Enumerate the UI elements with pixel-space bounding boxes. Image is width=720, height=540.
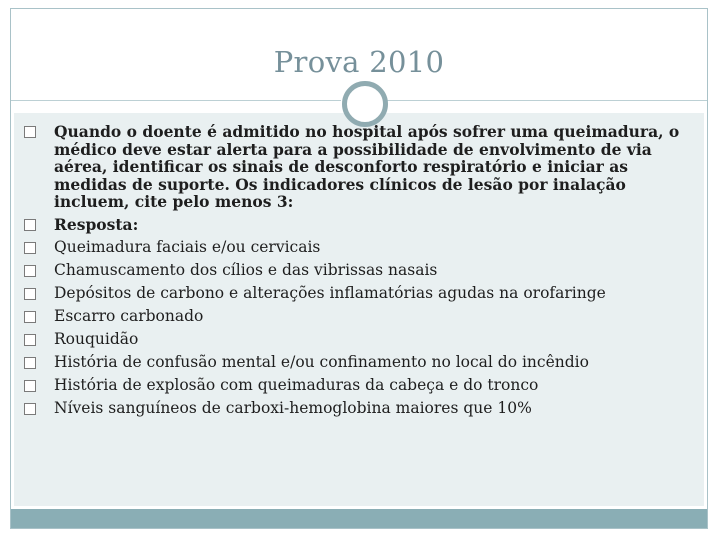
bullet-square-icon [24,242,36,254]
bullet-item [24,377,684,395]
bullet-item [24,331,684,349]
bullet-text: Quando o doente é admitido no hospital após sofrer uma queimadura, o médico deve estar alerta para a possibilidade de envolvimento de via aérea, identificar os sinais de desconforto respiratório e iniciar as medidas de suporte. Os indicadores clínicos de lesão por inalação incluem, cite pelo menos 3: [54,122,680,211]
bullet-text: Chamuscamento dos cílios e das vibrissas nasais [54,261,438,279]
bullet-text: Escarro carbonado [54,307,204,325]
circle-ornament-icon [342,81,388,127]
bullet-item [24,239,684,257]
slide-title: Prova 2010 [273,45,445,79]
bullet-square-icon [24,288,36,300]
bullet-square-icon [24,403,36,415]
bullet-square-icon [24,265,36,277]
bullet-item [24,308,684,326]
bullet-item [24,354,684,372]
bullet-list [24,123,684,423]
bullet-text: Níveis sanguíneos de carboxi-hemoglobina maiores que 10% [54,399,532,417]
bullet-square-icon [24,334,36,346]
bullet-item [24,216,684,234]
bullet-square-icon [24,357,36,369]
bullet-square-icon [24,311,36,323]
bullet-item [24,400,684,418]
title-divider-left [11,100,341,101]
bullet-item [24,123,684,211]
bullet-text: Depósitos de carbono e alterações inflamatórias agudas na orofaringe [54,284,606,302]
bullet-square-icon [24,380,36,392]
bullet-text: Rouquidão [54,330,139,348]
footer-bar [11,509,707,528]
bullet-text: História de confusão mental e/ou confinamento no local do incêndio [54,353,589,371]
bullet-text: Resposta: [54,215,139,234]
bullet-square-icon [24,219,36,231]
bullet-text: Queimadura faciais e/ou cervicais [54,238,321,256]
bullet-square-icon [24,126,36,138]
bullet-text: História de explosão com queimaduras da cabeça e do tronco [54,376,539,394]
bullet-item [24,262,684,280]
title-divider-right [387,100,707,101]
bullet-item [24,285,684,303]
